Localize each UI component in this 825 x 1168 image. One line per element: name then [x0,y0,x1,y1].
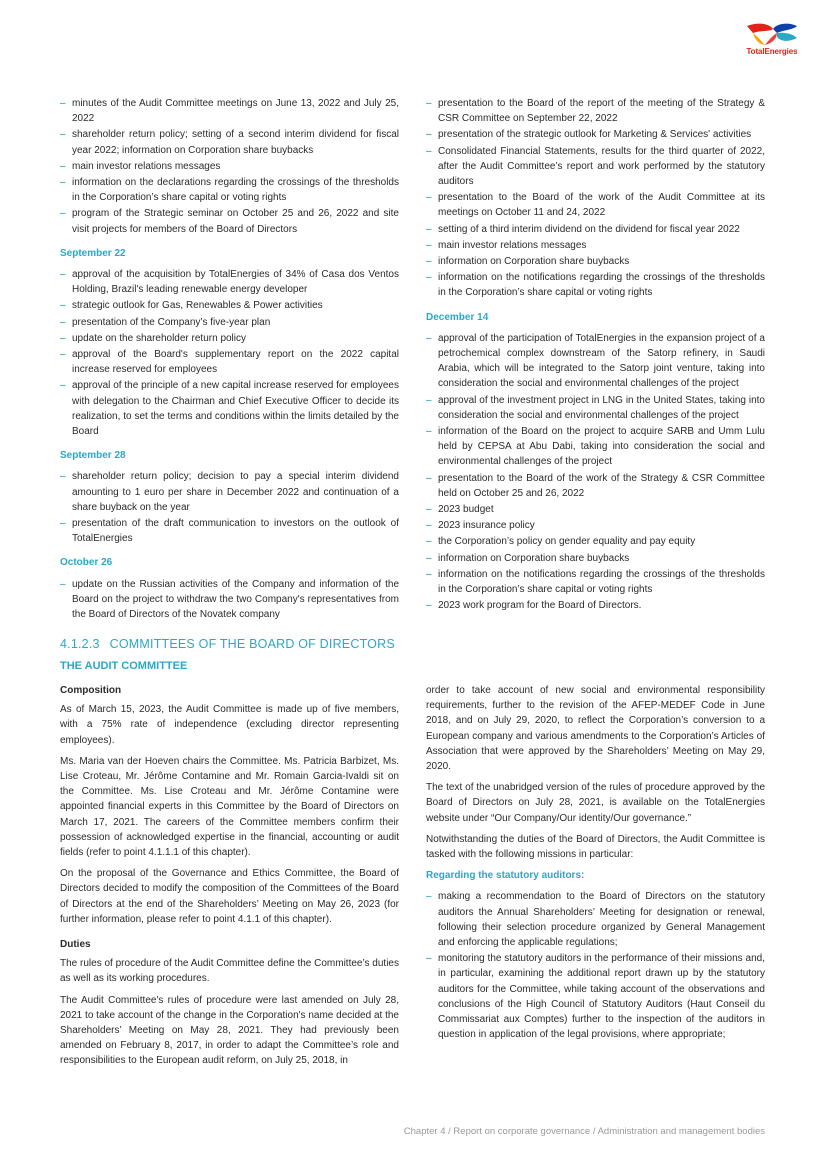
list-item: – setting of a third interim dividend on the dividend for fiscal year 2022 [426,222,765,237]
october-26-list [60,577,399,623]
subsection-title: THE AUDIT COMMITTEE [60,660,188,672]
top-right-column [426,96,765,615]
date-heading-september-22: September 22 [60,247,126,259]
list-item: – information on the notifications regarding the crossings of the thresholds in the Corporation’s share capital or voting rights [426,270,765,300]
list-item: – presentation to the Board of the report of the meeting of the Strategy & CSR Committee on September 22, 2022 [426,96,765,126]
list-item: – information of the Board on the project to acquire SARB and Umm Lulu held by CEPSA at Abu Dabi, taking into consideration the social and environmental challenges of the project [426,424,765,470]
date-heading-october-26: October 26 [60,557,113,569]
top-left-intro-list [60,96,399,237]
list-item: – information on the notifications regarding the crossings of the thresholds in the Corporation’s share capital or voting rights [426,567,765,597]
section-number: 4.1.2.3 [60,637,100,651]
list-item: – presentation to the Board of the work of the Audit Committee at its meetings on October 11 and 24, 2022 [426,190,765,220]
list-item: – shareholder return policy; setting of a second interim dividend for fiscal year 2022; information on Corporation share buybacks [60,127,399,157]
bottom-right-column [426,683,765,1043]
list-item: – 2023 work program for the Board of Directors. [426,598,765,613]
september-28-list [60,469,399,546]
list-item: – main investor relations messages [426,238,765,253]
bottom-left-column [60,683,399,1075]
totalenergies-logo-icon [743,20,801,46]
list-item: – presentation to the Board of the work of the Strategy & CSR Committee held on October 25 and 26, 2022 [426,471,765,501]
paragraph: Ms. Maria van der Hoeven chairs the Committee. Ms. Patricia Barbizet, Ms. Lise Croteau, Mr. Jérôme Contamine and Mr. Romain Garcia-Ivaldi sit on the Committee. Ms. Lise Croteau and Mr. Jérôme Contamine were appointed financial experts in this Committee by the Board of Directors on March 17, 2021. The careers of the Committee members confirm their possession of acknowledged expertise in the financial, accounting or audit fields (refer to point 4.1.1.1 of this chapter). [60,755,399,859]
duties-paragraphs [60,956,399,1068]
page-footer: Chapter 4 / Report on corporate governance / Administration and management bodies [403,1126,765,1137]
list-item: – approval of the Board's supplementary report on the 2022 capital increase reserved for employees [60,347,399,377]
list-item: – the Corporation’s policy on gender equality and pay equity [426,534,765,549]
section-title [60,637,395,651]
list-item: – Consolidated Financial Statements, results for the third quarter of 2022, after the Audit Committee’s report and work performed by the statutory auditors [426,144,765,190]
composition-paragraphs [60,702,399,927]
paragraph: The text of the unabridged version of the rules of procedure approved by the Board of Directors on July 28, 2021, is available on the TotalEnergies website under “Our Company/Our identity/Our governance.” [426,782,765,824]
list-item: – strategic outlook for Gas, Renewables & Power activities [60,298,399,313]
top-right-intro-list [426,96,765,301]
paragraph: order to take account of new social and environmental responsibility requirements, further to the revision of the AFEP-MEDEF Code in June 2018, and on July 29, 2020, to reflect the Corporation’s conversion to a European company and various amendments to the Corporation’s Articles of Association that were approved by the Shareholders’ Meeting on May 29, 2020. [426,685,765,773]
list-item: – main investor relations messages [60,159,399,174]
list-item: – 2023 insurance policy [426,518,765,533]
september-22-list [60,267,399,439]
list-item: – presentation of the strategic outlook for Marketing & Services' activities [426,127,765,142]
list-item: – update on the shareholder return policy [60,331,399,346]
list-item: – approval of the principle of a new capital increase reserved for employees with delegation to the Chairman and Chief Executive Officer to decide its realization, to set the terms and conditions within the limits detailed by the Board [60,378,399,439]
list-item: – approval of the investment project in LNG in the United States, taking into consideration the social and environmental challenges of the project [426,393,765,423]
list-item: – information on Corporation share buybacks [426,551,765,566]
date-heading-december-14: December 14 [426,311,489,323]
paragraph: As of March 15, 2023, the Audit Committee is made up of five members, with a 75% rate of independence (excluding director representing employees). [60,704,399,746]
composition-heading: Composition [60,685,122,696]
list-item: – approval of the acquisition by TotalEnergies of 34% of Casa dos Ventos Holding, Brazil's leading renewable energy developer [60,267,399,297]
top-left-column [60,96,399,623]
paragraph: The Audit Committee's rules of procedure were last amended on July 28, 2021 to take account of the change in the Corporation's name decided at the Shareholders’ Meeting on May 28, 2021. They had previously been amended on February 8, 2017, in order to adapt the Committee’s role and responsibilities to the European audit reform, on July 25, 2018, in [60,994,399,1067]
list-item: – presentation of the draft communication to investors on the outlook of TotalEnergies [60,516,399,546]
logo-brand-text: TotalEnergies [746,47,798,56]
list-item: – update on the Russian activities of the Company and information of the Board on the project to withdraw the two Company's representatives from the Board of Directors of the Novatek company [60,577,399,623]
list-item: – presentation of the Company’s five-year plan [60,315,399,330]
date-heading-september-28: September 28 [60,450,126,462]
paragraph: Notwithstanding the duties of the Board of Directors, the Audit Committee is tasked with the following missions in particular: [426,833,765,861]
totalenergies-logo [741,20,803,56]
december-14-list [426,331,765,614]
list-item: – shareholder return policy; decision to pay a special interim dividend amounting to 1 euro per share in December 2022 and continuation of a share buyback on the year [60,469,399,515]
rules-paragraphs [426,683,765,862]
list-item: – monitoring the statutory auditors in the performance of their missions and, in particular, examining the additional report drawn up by the statutory auditors for the Committee, while taking account of the observations and conclusions of the High Council of Statutory Auditors (Haut Conseil du Commissariat aux Comptes) further to the inspection of the auditors in question in application of the legal provisions, where appropriate; [426,951,765,1042]
list-item: – approval of the participation of TotalEnergies in the expansion project of a petrochemical complex downstream of the Satorp refinery, in Saudi Arabia, which will be integrated to the Satorp joint venture, taking into consideration the social and environmental challenges of the project [426,331,765,392]
list-item: – making a recommendation to the Board of Directors on the statutory auditors the Annual Shareholders’ Meeting for designation or renewal, following their selection procedure organized by General Management and enforcing the applicable regulations; [426,889,765,950]
list-item: – 2023 budget [426,502,765,517]
statutory-auditors-heading: Regarding the statutory auditors: [426,870,585,882]
list-item: – information on the declarations regarding the crossings of the thresholds in the Corporation’s share capital or voting rights [60,175,399,205]
section-title-text: COMMITTEES OF THE BOARD OF DIRECTORS [109,637,395,651]
paragraph: On the proposal of the Governance and Ethics Committee, the Board of Directors decided to modify the composition of the Committees of the Board of Directors at the end of the Shareholders’ Meeting on May 26, 2023 (for further information, please refer to point 4.1.1 of this chapter). [60,868,399,925]
list-item: – minutes of the Audit Committee meetings on June 13, 2022 and July 25, 2022 [60,96,399,126]
duties-heading: Duties [60,939,91,951]
list-item: – information on Corporation share buybacks [426,254,765,269]
statutory-auditors-list [426,889,765,1042]
list-item: – program of the Strategic seminar on October 25 and 26, 2022 and site visit projects for members of the Board of Directors [60,206,399,236]
paragraph: The rules of procedure of the Audit Committee define the Committee’s duties as well as its working procedures. [60,958,399,985]
